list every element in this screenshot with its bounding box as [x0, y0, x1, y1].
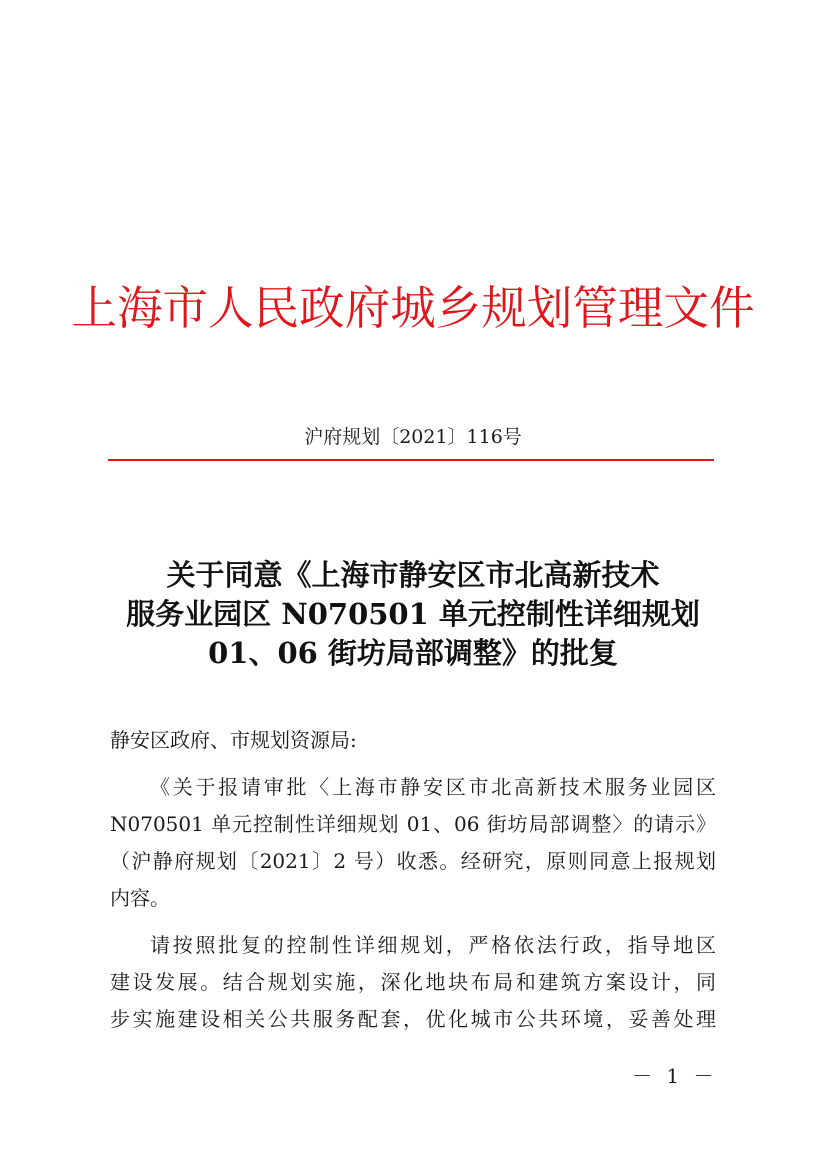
title-line: 服务业园区 N070501 单元控制性详细规划	[126, 597, 700, 631]
document-body	[110, 722, 716, 1038]
paragraph-line: 请按照批复的控制性详细规划，严格依法行政，指导地区	[150, 933, 716, 957]
document-title	[0, 556, 826, 673]
paragraph-line: 《关于报请审批〈上海市静安区市北高新技术服务业园区	[150, 775, 716, 799]
paragraph-line: N070501 单元控制性详细规划 01、06 街坊局部调整〉的请示》	[110, 812, 716, 836]
paragraph-line: 内容。	[110, 886, 170, 910]
masthead-title: 上海市人民政府城乡规划管理文件	[71, 281, 755, 335]
title-line: 01、06 街坊局部调整》的批复	[208, 636, 618, 670]
title-line: 关于同意《上海市静安区市北高新技术	[166, 558, 660, 592]
paragraph-line: （沪静府规划〔2021〕2 号）收悉。经研究，原则同意上报规划	[110, 849, 716, 873]
document-number: 沪府规划〔2021〕116号	[304, 426, 522, 448]
paragraph-line: 步实施建设相关公共服务配套，优化城市公共环境，妥善处理	[110, 1007, 716, 1031]
page-number: － 1 －	[632, 1064, 718, 1088]
paragraph-line: 建设发展。结合规划实施，深化地块布局和建筑方案设计，同	[110, 970, 716, 994]
salutation: 静安区政府、市规划资源局:	[110, 728, 357, 752]
red-divider-line	[108, 459, 714, 461]
